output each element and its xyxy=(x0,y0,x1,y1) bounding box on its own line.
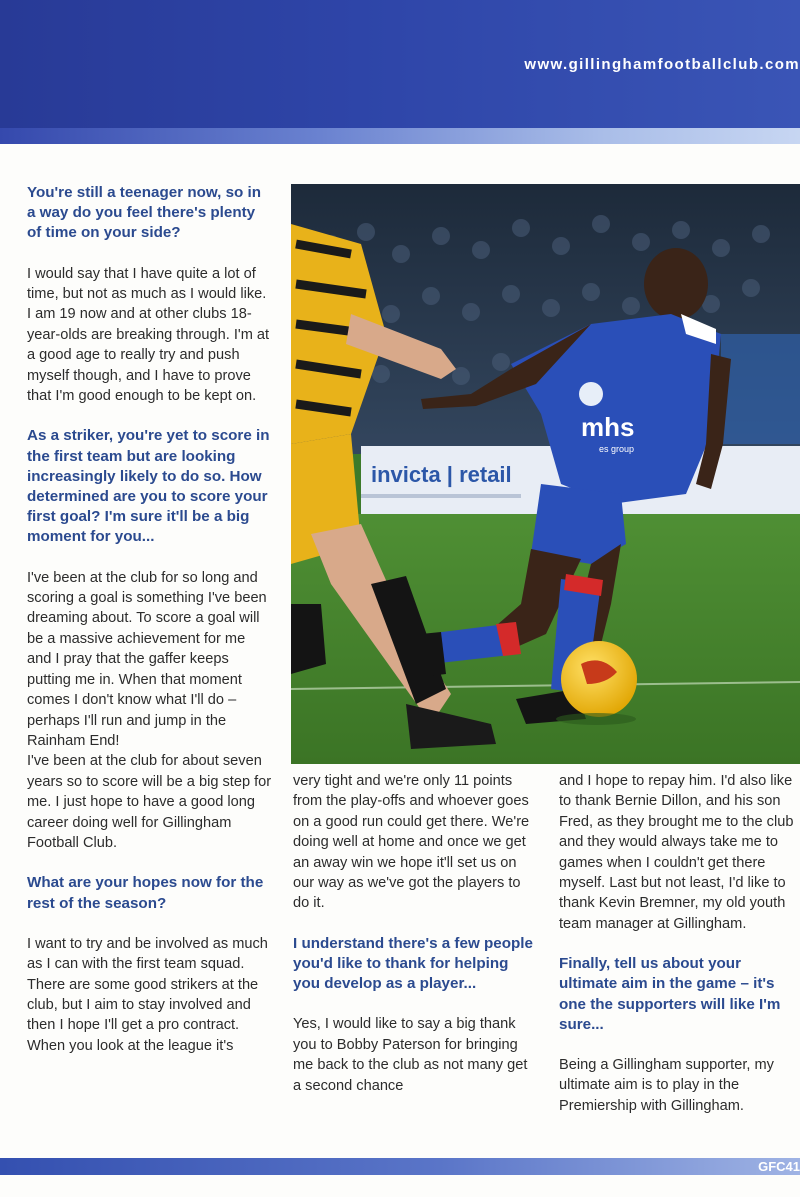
answer-thanks: Yes, I would like to say a big thank you to Bobby Paterson for bringing me back to the club as not many get a second chance xyxy=(293,1016,528,1094)
header-stripe xyxy=(0,128,800,144)
question-ultimate-aim: Finally, tell us about your ultimate aim in the game – it's one the supporters will like I'm sure... xyxy=(559,955,781,1033)
match-photo xyxy=(291,184,800,764)
footer-bar xyxy=(0,1158,800,1175)
page-number: GFC41 xyxy=(758,1159,800,1174)
ad-board-text: invicta | retail xyxy=(371,462,512,487)
question-season-hopes: What are your hopes now for the rest of the season? xyxy=(27,874,264,912)
match-photo-illustration xyxy=(291,184,800,764)
question-first-goal: As a striker, you're yet to score in the first team but are looking increasingly likely to do so. How determined are you to score your first goal? I'm sure it'll be a big moment for you... xyxy=(27,427,270,546)
question-teenager: You're still a teenager now, so in a way do you feel there's plenty of time on your side? xyxy=(27,184,262,242)
answer-first-goal: I've been at the club for so long and scoring a goal is something I've been dreaming about. To score a goal will be a massive achievement for me and I pray that the gaffer keeps putting me in. When that moment comes I don't know what I'll do – perhaps I'll run and jump in the Rainham End! xyxy=(27,569,267,749)
answer-ultimate-aim: Being a Gillingham supporter, my ultimate aim is to play in the Premiership with Gillingham. xyxy=(559,1057,774,1114)
column-middle xyxy=(293,771,538,1116)
shirt-sponsor: mhs xyxy=(581,412,635,442)
question-thanks: I understand there's a few people you'd like to thank for helping you develop as a player... xyxy=(293,934,533,993)
answer-teenager: I would say that I have quite a lot of time, but not as much as I would like. I am 19 now and at other clubs 18-year-olds are breaking through. I'm at a good age to really try and push myself though, and I have to prove that I'm good enough to be kept on. xyxy=(27,265,270,405)
column-left xyxy=(27,183,272,1076)
answer-season-hopes: I want to try and be involved as much as I can with the first team squad. There are some good strikers at the club, but I aim to stay involved and then I hope I'll get a pro contract. When you look at the league it's xyxy=(27,935,268,1054)
column-right xyxy=(559,771,800,1136)
shirt-sponsor-sub: es group xyxy=(599,444,635,454)
answer-first-goal-cont: I've been at the club for about seven years so to score will be a big step for me. I just hope to have a good long career doing well for Gillingham Football Club. xyxy=(27,753,272,851)
header-banner xyxy=(0,0,800,128)
answer-thanks-cont: and I hope to repay him. I'd also like to thank Bernie Dillon, and his son Fred, as they brought me to the club and they would always take me to games when I couldn't get there myself. Last but not least, I'd like to thank Kevin Bremner, my old youth team manager at Gillingham. xyxy=(559,773,794,932)
answer-season-hopes-cont: very tight and we're only 11 points from the play-offs and whoever goes on a good run could get there. We're doing well at home and once we get an away win we hope it'll set us on our way as we've got the players to do it. xyxy=(293,773,530,912)
website-url[interactable]: www.gillinghamfootballclub.com xyxy=(524,56,800,73)
